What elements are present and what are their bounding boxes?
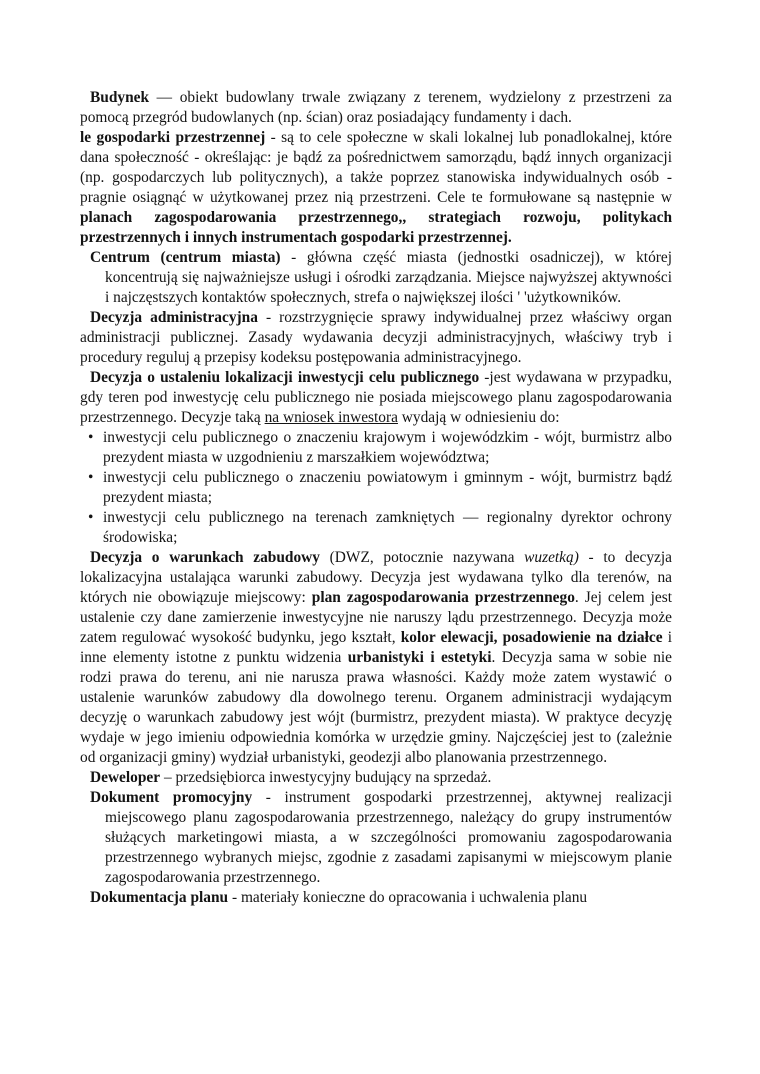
term-text: Decyzja o ustaleniu lokalizacji inwestycji celu publicznego bbox=[90, 369, 480, 386]
glossary-entry bbox=[80, 248, 672, 308]
term-text: Dokument promocyjny bbox=[90, 789, 253, 806]
bold-text: kolor elewacji, posadowienie na działce bbox=[400, 629, 663, 646]
term-text: Decyzja administracyjna bbox=[90, 309, 258, 326]
bold-text: urbanistyki i estetyki bbox=[347, 649, 492, 666]
bullet-icon: • bbox=[88, 469, 94, 486]
definition-text: inwestycji celu publicznego o znaczeniu krajowym i wojewódzkim - wójt, burmistrz albo prezydent miasta w uzgodnieniu z marszałkiem województwa; bbox=[103, 429, 672, 466]
glossary-entry bbox=[80, 788, 672, 888]
definition-text: i inne elementy istotne z punktu widzenia bbox=[80, 629, 672, 666]
glossary-entry bbox=[80, 548, 672, 768]
italic-text: wuzetką) bbox=[524, 549, 579, 566]
bold-text: planach zagospodarowania przestrzennego,, strategiach rozwoju, politykach przestrzennych i innych instrumentach gospodarki przestrzennej. bbox=[80, 209, 672, 246]
document-body bbox=[80, 88, 672, 908]
definition-text: - materiały konieczne do opracowania i uchwalenia planu bbox=[228, 889, 588, 906]
glossary-entry bbox=[80, 368, 672, 428]
definition-text: - instrument gospodarki przestrzennej, aktywnej realizacji miejscowego planu zagospodarowania przestrzennego, należący do grupy instrumentów służących marketingowi miasta, a w szczególności promowaniu zagospodarowania przestrzennego wybranych miejsc, zgodnie z zasadami zapisanymi w miejscowym planie zagospodarowania przestrzennego. bbox=[105, 789, 672, 886]
definition-text: -jest wydawana w przypadku, gdy teren pod inwestycję celu publicznego nie posiada miejscowego planu zagospodarowania przestrzennego. Decyzje taką bbox=[80, 369, 672, 426]
underlined-text: na wniosek inwestora bbox=[264, 409, 398, 426]
glossary-entry bbox=[80, 308, 672, 368]
bullet-item bbox=[80, 428, 672, 468]
definition-text: - główna część miasta (jednostki osadniczej), w której koncentrują się najważniejsze usługi i ośrodki zarządzania. Miejsce najwyższej aktywności i najczęstszych kontaktów społecznych, strefa o największej ilości ' 'użytkowników. bbox=[105, 249, 673, 306]
glossary-entry bbox=[80, 88, 672, 128]
bold-text: plan zagospodarowania przestrzennego bbox=[311, 589, 575, 606]
glossary-entry bbox=[80, 768, 672, 788]
definition-text: - rozstrzygnięcie sprawy indywidualnej przez właściwy organ administracji publicznej. Zasady wydawania decyzji administracyjnych, właściwy tryb i procedury reguluj ą przepisy kodeksu postępowania administracyjnego. bbox=[80, 309, 672, 366]
definition-text: inwestycji celu publicznego o znaczeniu powiatowym i gminnym - wójt, burmistrz bądź prezydent miasta; bbox=[103, 469, 672, 506]
bullet-icon: • bbox=[88, 429, 94, 446]
definition-text: wydają w odniesieniu do: bbox=[397, 409, 560, 426]
definition-text: - są to cele społeczne w skali lokalnej lub ponadlokalnej, które dana społeczność - określając: je bądź za pośrednictwem samorządu, bądź innych organizacji (np. gospodarczych lub politycznych), a także poprzez stanowiska indywidualnych osób - pragnie osiągnąć w użytkowanej przez nią przestrzeni. Cele te formułowane są następnie w bbox=[80, 129, 672, 206]
term-text: le gospodarki przestrzennej bbox=[80, 129, 266, 146]
term-text: Budynek bbox=[90, 89, 150, 106]
term-text: Decyzja o warunkach zabudowy bbox=[90, 549, 320, 566]
bullet-item bbox=[80, 508, 672, 548]
definition-text: inwestycji celu publicznego na terenach zamkniętych — regionalny dyrektor ochrony środowiska; bbox=[103, 509, 672, 546]
glossary-entry bbox=[80, 888, 672, 908]
bullet-item bbox=[80, 468, 672, 508]
bullet-icon: • bbox=[88, 509, 94, 526]
definition-text: – przedsiębiorca inwestycyjny budujący na sprzedaż. bbox=[160, 769, 492, 786]
term-text: Deweloper bbox=[90, 769, 161, 786]
term-text: Centrum (centrum miasta) bbox=[90, 249, 281, 266]
definition-text: (DWZ, potocznie nazywana bbox=[320, 549, 525, 566]
term-text: Dokumentacja planu bbox=[90, 889, 229, 906]
definition-text: . Decyzja sama w sobie nie rodzi prawa do terenu, ani nie narusza prawa własności. Każdy może zatem wystawić o ustalenie warunków zabudowy dla dowolnego terenu. Organem administracji wydającym decyzję o warunkach zabudowy jest wójt (burmistrz, prezydent miasta). W praktyce decyzję wydaje w jego imieniu odpowiednia komórka w urzędzie gminy. Najczęściej jest to (zależnie od organizacji gminy) wydział urbanistyki, geodezji albo planowania przestrzennego. bbox=[80, 649, 672, 766]
glossary-entry bbox=[80, 128, 672, 248]
definition-text: — obiekt budowlany trwale związany z terenem, wydzielony z przestrzeni za pomocą przegród budowlanych (np. ścian) oraz posiadający fundamenty i dach. bbox=[80, 89, 672, 126]
definition-text: . Jej celem jest ustalenie czy dane zamierzenie inwestycyjne nie naruszy lądu przestrzennego. Decyzja może zatem regulować wysokość budynku, jego kształt, bbox=[80, 589, 672, 646]
definition-text: - to decyzja lokalizacyjna ustalająca warunki zabudowy. Decyzja jest wydawana tylko dla terenów, na których nie obowiązuje miejscowy: bbox=[80, 549, 672, 606]
